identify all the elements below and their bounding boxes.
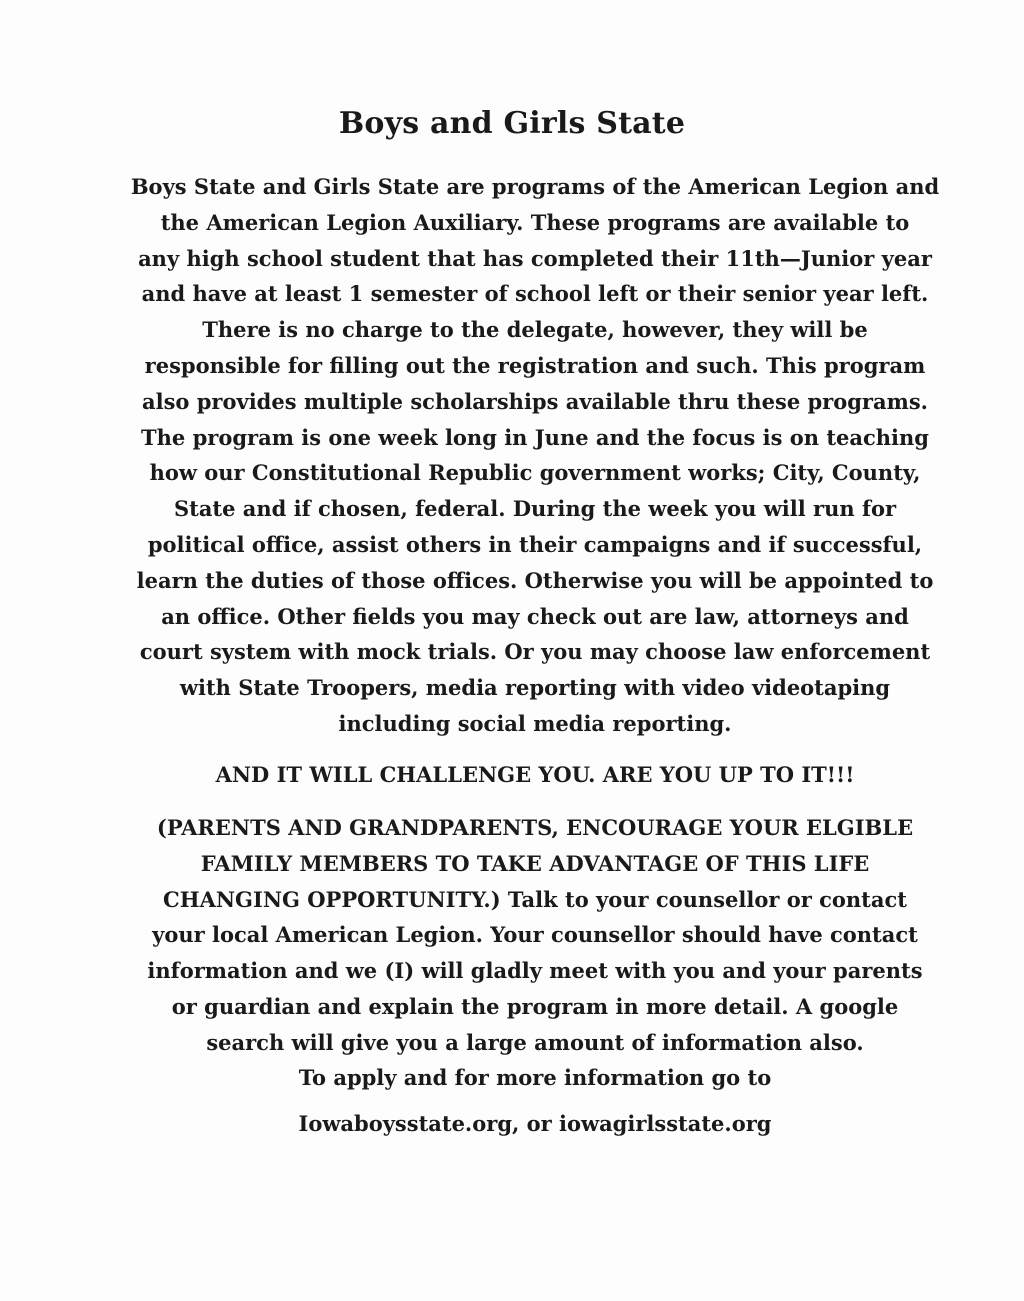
text-line: court system with mock trials. Or you may choose law enforcement <box>139 639 931 665</box>
text-line: any high school student that has completed their 11th—Junior year <box>138 245 932 271</box>
text-line: Boys State and Girls State are programs of the American Legion and <box>130 174 940 199</box>
text-line: learn the duties of those offices. Otherwise you will be appointed to <box>136 567 934 593</box>
text-line: an office. Other fields you may check out are law, attorneys and <box>161 603 909 629</box>
apply-text: To apply and for more information go to <box>298 1065 772 1090</box>
text-line: how our Constitutional Republic government works; City, County, <box>149 460 921 486</box>
text-line: State and if chosen, federal. During the week you will run for <box>173 496 897 522</box>
text-line: CHANGING OPPORTUNITY.) Talk to your counsellor or contact <box>163 886 907 912</box>
websites-text: Iowaboysstate.org, or iowagirlsstate.org <box>298 1111 772 1136</box>
parents-paragraph <box>130 810 940 1061</box>
text-line: information and we (I) will gladly meet with you and your parents <box>147 958 923 984</box>
text-line: (PARENTS AND GRANDPARENTS, ENCOURAGE YOUR ELGIBLE <box>156 815 914 840</box>
apply-paragraph <box>130 1060 940 1096</box>
text-line: or guardian and explain the program in more detail. A google <box>171 993 899 1019</box>
text-line: political office, assist others in their campaigns and if successful, <box>147 531 923 557</box>
text-line: with State Troopers, media reporting with video videotaping <box>179 675 891 701</box>
text-line: There is no charge to the delegate, however, they will be <box>202 317 868 343</box>
text-line: the American Legion Auxiliary. These programs are available to <box>160 209 910 235</box>
challenge-paragraph <box>130 757 940 793</box>
text-line: and have at least 1 semester of school left or their senior year left. <box>141 281 929 307</box>
challenge-text: AND IT WILL CHALLENGE YOU. ARE YOU UP TO IT!!! <box>215 762 855 787</box>
text-line: The program is one week long in June and the focus is on teaching <box>141 424 929 450</box>
text-line: including social media reporting. <box>338 710 732 736</box>
websites-paragraph <box>130 1106 940 1142</box>
text-line: responsible for filling out the registration and such. This program <box>144 352 926 378</box>
text-line: your local American Legion. Your counsellor should have contact <box>152 922 918 948</box>
text-line: search will give you a large amount of information also. <box>206 1029 864 1055</box>
text-line: FAMILY MEMBERS TO TAKE ADVANTAGE OF THIS LIFE <box>200 850 870 876</box>
page-title: Boys and Girls State <box>338 106 686 141</box>
intro-paragraph <box>130 169 940 742</box>
text-line: also provides multiple scholarships available thru these programs. <box>142 388 928 414</box>
